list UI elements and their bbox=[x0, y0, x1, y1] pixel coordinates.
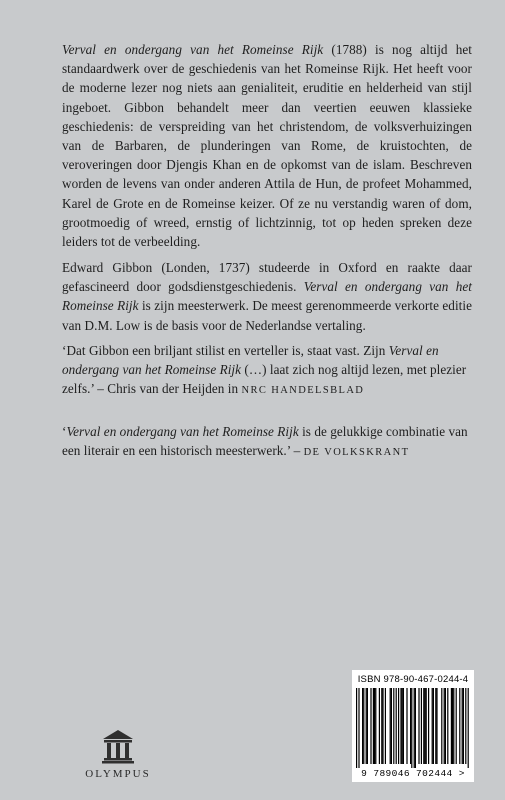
book-title: Verval en ondergang van het Romeinse Rijk bbox=[66, 424, 299, 439]
quote-source: DE VOLKSKRANT bbox=[303, 447, 410, 459]
isbn-number: ISBN 978-90-467-0244-4 bbox=[357, 674, 469, 685]
review-quote bbox=[62, 422, 472, 462]
description-text: (1788) is nog altijd het standaardwerk over de geschiedenis van het Romeinse Rijk. Het heeft voor de moderne lezer nog niets aan genialiteit, eruditie en helderheid van stijl ingeboet. Gibbon behandelt meer dan veertien eeuwen klassieke geschiedenis: de verspreiding van het christendom, de volksverhuizingen van de Barbaren, de plunderingen van Rome, de kruistochten, de veroveringen door Djengis Khan en de opkomst van de islam. Beschreven worden de levens van onder anderen Attila de Hun, de profeet Mohammed, Karel de Grote en de Romeinse keizer. Of ze nu verstandig waren of dom, grootmoedig of wreed, ernstig of lichtzinnig, tot op heden spreken deze leiders tot de verbeelding. bbox=[62, 42, 472, 250]
book-title: Verval en ondergang van het Romeinse Rijk bbox=[62, 42, 324, 57]
review-quote bbox=[62, 341, 472, 401]
author-text: Edward Gibbon (Londen, 1737) studeerde in Oxford en raakte daar gefascineerd door godsdienstgeschiedenis. bbox=[62, 260, 472, 295]
author-text-rest: is zijn meesterwerk. De meest gerenommeerde verkorte editie van D.M. Low is de basis voor de Nederlandse vertaling. bbox=[62, 298, 472, 333]
author-paragraph bbox=[62, 258, 472, 335]
publisher-name: OLYMPUS bbox=[85, 768, 151, 780]
barcode-icon bbox=[356, 688, 470, 768]
temple-icon bbox=[101, 728, 135, 764]
barcode-digits: 9 789046 702444 > bbox=[361, 768, 465, 779]
publisher-logo bbox=[78, 728, 158, 780]
quote-text: ‘Dat Gibbon een briljant stilist en verteller is, staat vast. Zijn bbox=[62, 343, 389, 358]
description-paragraph bbox=[62, 40, 472, 251]
quote-text-rest: (…) laat zich nog altijd lezen, met plezier zelfs.’ – Chris van der Heijden in bbox=[62, 362, 467, 397]
barcode-label bbox=[352, 670, 474, 782]
quote-text-rest: is de gelukkige combinatie van een literair en een historisch meesterwerk.’ – bbox=[62, 424, 468, 459]
quote-source: NRC HANDELSBLAD bbox=[241, 385, 365, 397]
book-title: Verval en ondergang van het Romeinse Rijk bbox=[62, 279, 472, 314]
book-title: Verval en ondergang van het Romeinse Rijk bbox=[62, 343, 439, 378]
quote-open: ‘ bbox=[62, 424, 67, 439]
